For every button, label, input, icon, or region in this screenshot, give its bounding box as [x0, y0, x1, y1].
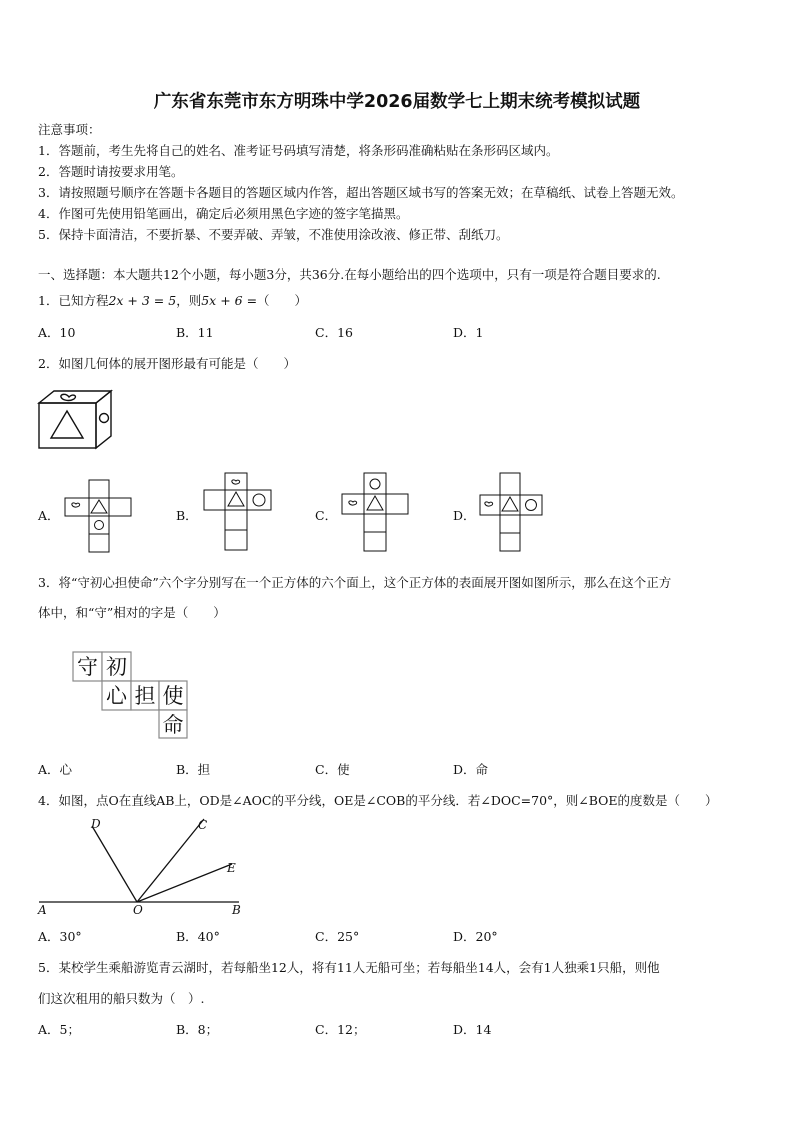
q1-equation: 2x + 3 = 5: [108, 293, 177, 308]
q2-option-a[interactable]: A．: [38, 508, 60, 523]
question-2: 2．如图几何体的展开图形最有可能是（ ）: [38, 356, 296, 371]
net-char-shou: 守: [77, 655, 98, 679]
q2-net-a: [64, 479, 134, 553]
q4-option-b[interactable]: B．40°: [176, 929, 220, 944]
q2-net-b: [203, 472, 273, 552]
label-e: E: [227, 861, 236, 875]
q2-option-b[interactable]: B．: [176, 508, 198, 523]
notice-item-4: 4．作图可先使用铅笔画出，确定后必须用黑色字迹的签字笔描黑。: [38, 206, 409, 221]
q1-option-c[interactable]: C．16: [315, 325, 353, 340]
q1-prefix: 1．已知方程: [38, 293, 109, 308]
label-d: D: [91, 817, 101, 831]
heart-icon: [72, 503, 80, 507]
heart-icon: [349, 501, 357, 505]
label-a: A: [38, 903, 47, 917]
notice-heading: 注意事项：: [38, 122, 101, 137]
question-3-line-1: 3．将“守初心担使命”六个字分别写在一个正方体的六个面上，这个正方体的表面展开图如图所示，那么在这个正方: [38, 575, 672, 590]
label-b: B: [232, 903, 241, 917]
page-title: 广东省东莞市东方明珠中学2026届数学七上期末统考模拟试题: [153, 92, 641, 112]
q1-option-d[interactable]: D．1: [453, 325, 484, 340]
q1-option-b[interactable]: B．11: [176, 325, 214, 340]
question-5-line-1: 5．某校学生乘船游览青云湖时，若每船坐12人，将有11人无船可坐；若每船坐14人，会有1人独乘1只船，则他: [38, 960, 660, 975]
notice-item-5: 5．保持卡面清洁，不要折暴、不要弄破、弄皱，不准使用涂改液、修正带、刮纸刀。: [38, 227, 509, 242]
heart-icon: [232, 480, 240, 484]
circle-icon: [95, 521, 104, 530]
q2-option-d[interactable]: D．: [453, 508, 476, 523]
ray-oc: [137, 819, 204, 902]
heart-icon: [61, 394, 76, 400]
circle-icon: [253, 494, 265, 506]
ray-oe: [137, 864, 232, 902]
q1-suffix: （ ）: [257, 293, 308, 308]
label-o: O: [133, 903, 143, 917]
q1-option-a[interactable]: A．10: [38, 325, 76, 340]
net-char-ming: 命: [162, 713, 184, 737]
question-3-line-2: 体中，和“守”相对的字是（ ）: [38, 605, 226, 620]
circle-icon: [370, 479, 380, 489]
q3-option-b[interactable]: B．担: [176, 762, 211, 777]
circle-icon: [526, 500, 537, 511]
q5-option-d[interactable]: D．14: [453, 1022, 492, 1037]
q3-cube-net: [72, 651, 190, 739]
q1-mid: ，则: [176, 293, 202, 308]
q5-option-a[interactable]: A．5；: [38, 1022, 80, 1037]
question-1: [38, 291, 307, 309]
q5-option-c[interactable]: C．12；: [315, 1022, 366, 1037]
question-4: 4．如图，点O在直线AB上，OD是∠AOC的平分线，OE是∠COB的平分线．若∠DOC=70°，则∠BOE的度数是（ ）: [38, 793, 718, 808]
q1-expression: 5x + 6 =: [201, 293, 258, 308]
triangle-icon: [51, 411, 83, 438]
net-char-dan: 担: [134, 684, 156, 708]
q2-net-d: [479, 472, 549, 552]
net-char-shi: 使: [162, 684, 184, 708]
question-5-line-2: 们这次租用的船只数为（ ）.: [38, 991, 205, 1006]
q2-cube-figure: [36, 388, 114, 452]
q3-option-a[interactable]: A．心: [38, 762, 73, 777]
net-char-chu: 初: [106, 655, 127, 679]
q3-option-c[interactable]: C．使: [315, 762, 350, 777]
triangle-icon: [91, 500, 107, 513]
section-heading: 一、选择题：本大题共12个小题，每小题3分，共36分.在每小题给出的四个选项中，只有一项是符合题目要求的.: [38, 267, 661, 282]
q2-net-c: [341, 472, 411, 552]
net-char-xin: 心: [106, 684, 127, 708]
heart-icon: [485, 502, 493, 506]
q4-option-a[interactable]: A．30°: [38, 929, 82, 944]
q5-option-b[interactable]: B．8；: [176, 1022, 219, 1037]
notice-item-2: 2．答题时请按要求用笔。: [38, 164, 184, 179]
triangle-icon: [502, 497, 518, 511]
q4-option-d[interactable]: D．20°: [453, 929, 498, 944]
q4-angle-figure: [34, 814, 244, 918]
triangle-icon: [367, 496, 383, 510]
notice-item-1: 1．答题前，考生先将自己的姓名、准考证号码填写清楚，将条形码准确粘贴在条形码区域内。: [38, 143, 559, 158]
notice-item-3: 3．请按照题号顺序在答题卡各题目的答题区域内作答，超出答题区域书写的答案无效；在草稿纸、试卷上答题无效。: [38, 185, 684, 200]
circle-icon: [100, 414, 109, 423]
label-c: C: [198, 818, 208, 832]
triangle-icon: [228, 492, 244, 506]
q2-option-c[interactable]: C．: [315, 508, 338, 523]
q3-option-d[interactable]: D．命: [453, 762, 489, 777]
cube-front-face: [39, 403, 96, 448]
q4-option-c[interactable]: C．25°: [315, 929, 360, 944]
ray-od: [92, 826, 137, 902]
